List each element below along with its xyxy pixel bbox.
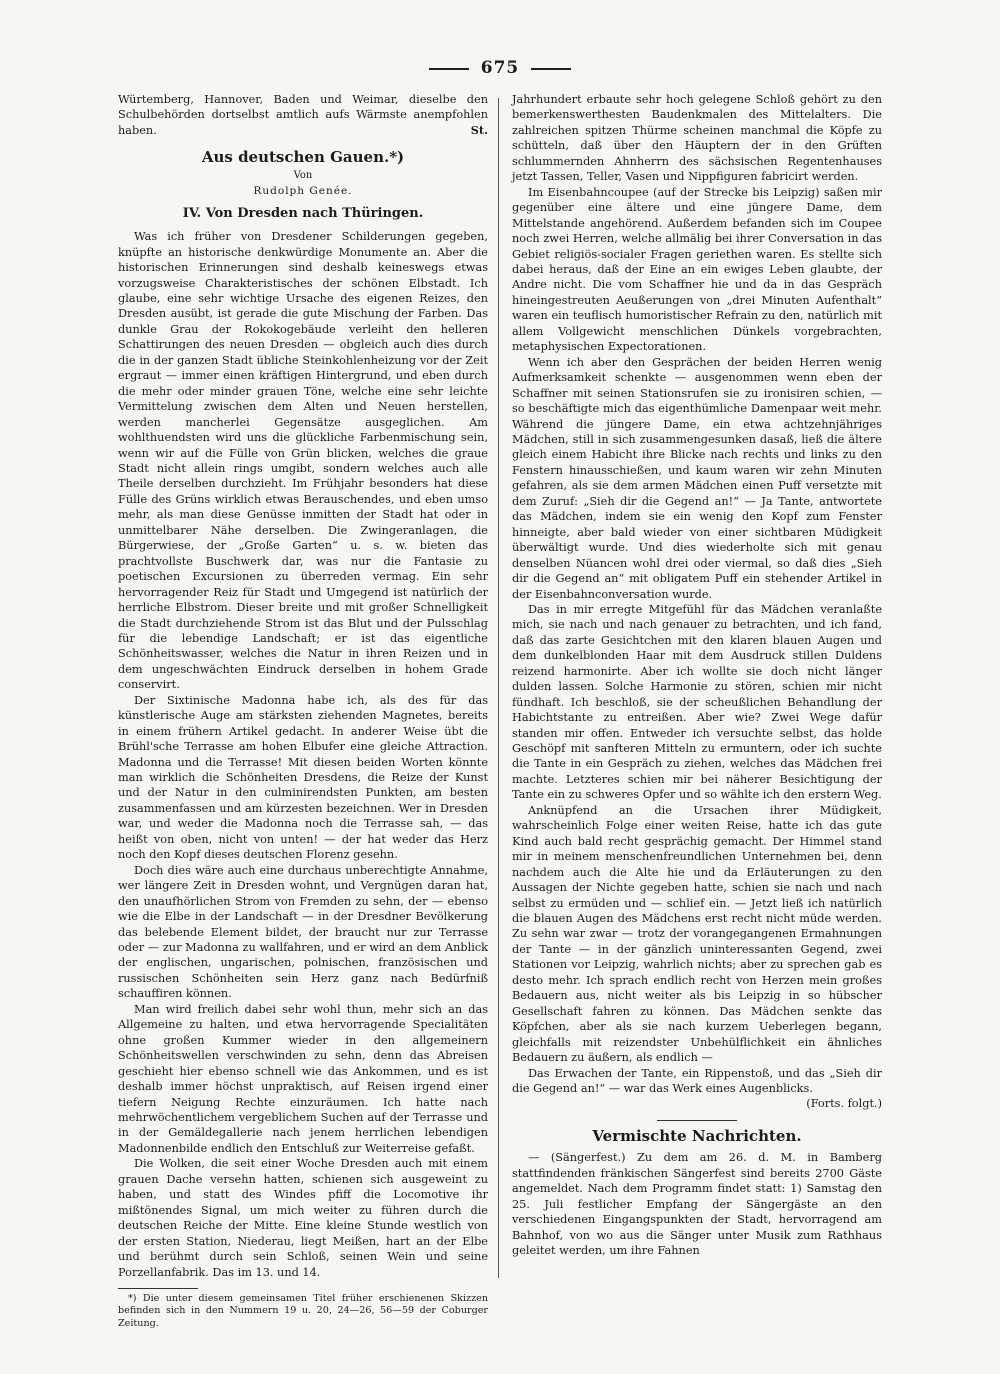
right-column	[512, 92, 882, 1259]
column-rule	[498, 98, 499, 1278]
paragraph: Man wird freilich dabei sehr wohl thun, mehr sich an das Allgemeine zu halten, und etwa hervorragende Specialitäten ohne großen Kummer wieder in den allgemeinern Schönheitswellen verschwinden zu sehn, denn das Abreisen geschieht hier ebenso schnell wie das Ankommen, und es ist deshalb immer höchst unpraktisch, auf Reisen irgend einer tiefern Neigung Rechte einzuräumen. Ich hatte nach mehrwöchentlichem vergeblichem Suchen auf der Terrasse und in der Gemäldegallerie nach jenem herrlichen lebendigen Madonnenbilde endlich den Entschluß zur Weiterreise gefaßt.	[118, 1002, 488, 1155]
intro-paragraph	[118, 92, 488, 138]
continued-note: (Forts. folgt.)	[806, 1097, 882, 1111]
paragraph: Jahrhundert erbaute sehr hoch gelegene Schloß gehört zu den bemerkenswerthesten Baudenkmalen des Mittelalters. Die zahlreichen spitzen Thürme scheinen manchmal die Köpfe zu schütteln, daß über den Häuptern der in den Grüften schlummernden Ahnherrn des sächsischen Regentenhauses jetzt Tassen, Teller, Vasen und Nippfiguren fabricirt werden.	[512, 93, 882, 184]
paragraph: Die Wolken, die seit einer Woche Dresden auch mit einem grauen Dache versehn hatten, schienen sich ausgeweint zu haben, und statt des Windes pfiff die Locomotive ihr mißtönendes Signal, um mich weiter zu führen durch die deutschen Reiche der Mitte. Eine kleine Stunde westlich von der ersten Station, Niederau, liegt Meißen, hart an der Elbe und berühmt durch sein Schloß, seinen Wein und seine Porzellanfabrik. Das im 13. und 14.	[118, 1157, 488, 1279]
paragraph: Wenn ich aber den Gesprächen der beiden Herren wenig Aufmerksamkeit schenkte — ausgenommen wenn eben der Schaffner mit seinen Stationsrufen sie zu ironisiren schien, — so beschäftigte mich das eigenthümliche Damenpaar weit mehr. Während die jüngere Dame, ein etwa achtzehnjähriges Mädchen, still in sich zusammengesunken dasaß, ließ die ältere gleich einem Habicht ihre Blicke nach rechts und links zu den Fenstern hinausschießen, und kaum waren wir zehn Minuten gefahren, als sie dem armen Mädchen einen Puff versetzte mit dem Zuruf: „Sieh dir die Gegend an!“ — Ja Tante, antwortete das Mädchen, indem sie ein wenig den Kopf zum Fenster hinneigte, aber bald wieder von einer sichtbaren Müdigkeit überwältigt wurde. Und dies wiederholte sich mit genau denselben Nüancen wohl drei oder viermal, so daß dies „Sieh dir die Gegend an“ mit obligatem Puff ein stehender Artikel in der Eisenbahnconversation wurde.	[512, 355, 882, 601]
byline-author: Rudolph Genée.	[253, 185, 353, 198]
paragraph: Doch dies wäre auch eine durchaus unberechtigte Annahme, wer längere Zeit in Dresden wohnt, und Vergnügen daran hat, den unaufhörlichen Strom von Fremden zu sehn, der — ebenso wie die Elbe in der Landschaft — in der Dresdner Bevölkerung das belebende Element bildet, der braucht nur zur Terrasse oder — zur Madonna zu wallfahren, und er wird an dem Anblick der englischen, ungarischen, polnischen, französischen und russischen Schönheiten sein Herz ganz nach Bedürfniß schauffiren können.	[118, 863, 488, 1001]
left-column	[118, 92, 488, 1330]
footnote: *) Die unter diesem gemeinsamen Titel früher erschienenen Skizzen befinden sich in den Nummern 19 u. 20, 24—26, 56—59 der Coburger Zeitung.	[118, 1292, 488, 1329]
article-title: Aus deutschen Gauen.*)	[201, 148, 405, 167]
news-paragraph: — (Sängerfest.) Zu dem am 26. d. M. in Bamberg stattfindenden fränkischen Sängerfest sind bereits 2700 Gäste angemeldet. Nach dem Programm findet statt: 1) Samstag den 25. Juli festlicher Empfang der Sängergäste an den verschiedenen Eingangspunkten der Stadt, hervorragend am Bahnhof, von wo aus die Sänger unter Musik zum Rathhaus geleitet werden, um ihre Fahnen	[512, 1151, 882, 1258]
intro-signature: St.	[470, 122, 488, 137]
footnote-divider	[118, 1288, 198, 1289]
paragraph: Anknüpfend an die Ursachen ihrer Müdigkeit, wahrscheinlich Folge einer weiten Reise, hatte ich das gute Kind auch bald recht gesprächig gemacht. Der Himmel stand mir in meinem menschenfreundlichen Unternehmen bei, denn nachdem auch die Alte hie und da Erläuterungen zu den Aussagen der Nichte gegeben hatte, schien sie nach und nach selbst zu ermüden und — schlief ein. — Jetzt ließ ich natürlich die blauen Augen des Mädchens erst recht nicht müde werden. Zu sehn war zwar — trotz der vorangegangenen Ermahnungen der Tante — in der gänzlich uninteressanten Gegend, zwei Stationen vor Leipzig, wahrlich nichts; aber zu sprechen gab es desto mehr. Ich sprach endlich recht von Herzen mein großes Bedauern aus, nicht weiter als bis Leipzig in so hübscher Gesellschaft fahren zu können. Das Mädchen senkte das Köpfchen, aber als sie nach kurzem Ueberlegen begann, gleichfalls mit reizendster Unbehülflichkeit ein ähnliches Bedauern zu äußern, als endlich —	[512, 803, 882, 1065]
paragraph: Das Erwachen der Tante, ein Rippenstoß, und das „Sieh dir die Gegend an!“ — war das Werk eines Augenblicks.	[512, 1066, 882, 1095]
page-number: 675	[0, 58, 1000, 78]
intro-text: Würtemberg, Hannover, Baden und Weimar, dieselbe den Schulbehörden dortselbst amtlich aufs Wärmste anempfohlen haben.	[118, 93, 488, 137]
paragraph: Im Eisenbahncoupee (auf der Strecke bis Leipzig) saßen mir gegenüber eine ältere und eine jüngere Dame, dem Mittelstande angehörend. Außerdem befanden sich im Coupee noch zwei Herren, welche allmälig bei ihrer Conversation in das Gebiet religiös-socialer Fragen geriethen waren. Es stellte sich dabei heraus, daß der Eine an ein ewiges Leben glaubte, der Andre nicht. Die vom Schaffner hie und da in das Gespräch hineingestreuten Aeußerungen von „drei Minuten Aufenthalt“ waren ein teuflisch humoristischer Refrain zu den, natürlich mit allem Vollgewicht menschlichen Dünkels vorgebrachten, metaphysischen Expectorationen.	[512, 185, 882, 354]
news-title: Vermischte Nachrichten.	[592, 1126, 802, 1145]
section-title: IV. Von Dresden nach Thüringen.	[182, 205, 424, 221]
paragraph: Was ich früher von Dresdener Schilderungen gegeben, knüpfte an historische denkwürdige Monumente an. Aber die historischen Erinnerungen sind deshalb keineswegs etwas vorzugsweise Charakteristisches der schönen Elbstadt. Ich glaube, eine sehr wichtige Ursache des eigenen Reizes, den Dresden ausübt, ist gerade die gute Mischung der Farben. Das dunkle Grau der Rokokogebäude verleiht den helleren Schattirungen des neuen Dresden — obgleich auch dies durch die in der ganzen Stadt übliche Steinkohlenheizung vor der Zeit ergraut — immer einen kräftigen Hintergrund, und eben durch die mehr oder minder grauen Töne, welche eine sehr leichte Vermittelung zwischen dem Alten und Neuen herstellen, werden mancherlei Gegensätze ausgeglichen. Am wohlthuendsten wird uns die glückliche Farbenmischung sein, wenn wir auf die Fülle von Grün blicken, welches die graue Stadt nicht allein rings umgibt, sondern welches auch alle Theile derselben durchzieht. Im Frühjahr besonders hat diese Fülle des Grüns wirklich etwas Berauschendes, und eben umso mehr, als man diese Genüsse inmitten der Stadt hat oder in unmittelbarer Nähe derselben. Die Zwingeranlagen, die Bürgerwiese, der „Große Garten“ u. s. w. bieten das prachtvollste Buschwerk dar, was nur die Fantasie zu poetischen Excursionen zu überreden vermag. Ein sehr hervorragender Reiz für Stadt und Umgegend ist natürlich der herrliche Elbstrom. Dieser breite und mit großer Schnelligkeit die Stadt durchziehende Strom ist das Blut und der Pulsschlag für die lebendige Landschaft; er ist das eigentliche Schönheitswasser, welches die Natur in ihren Reizen und in dem ungeschwächten Eindruck derselben in hohem Grade conservirt.	[118, 230, 488, 692]
paragraph: Der Sixtinische Madonna habe ich, als des für das künstlerische Auge am stärksten ziehenden Magnetes, bereits in einem frühern Artikel gedacht. In anderer Weise übt die Brühl'sche Terrasse am hohen Elbufer eine gleiche Attraction. Madonna und die Terrasse! Mit diesen beiden Worten könnte man wirklich die Schönheiten Dresdens, die Reize der Kunst und der Natur in den culminirendsten Punkten, am besten zusammenfassen und am kürzesten bezeichnen. Wer in Dresden war, und weder die Madonna noch die Terrasse sah, — das heißt von oben, nicht von unten! — der hat weder das Herz noch den Kopf dieses deutschen Florenz gesehn.	[118, 693, 488, 862]
section-divider	[657, 1120, 737, 1121]
byline-von: Von	[293, 169, 313, 181]
paragraph: Das in mir erregte Mitgefühl für das Mädchen veranlaßte mich, sie nach und nach genauer zu betrachten, und ich fand, daß das zarte Gesichtchen mit den klaren blauen Augen und dem dunkelblonden Haar mit dem Ausdruck stillen Duldens reizend harmonirte. Aber ich wollte sie doch nicht länger dulden lassen. Solche Harmonie zu stören, schien mir nicht fündhaft. Ich beschloß, sie der scheußlichen Behandlung der Habichtstante zu entreißen. Aber wie? Zwei Wege dafür standen mir offen. Entweder ich versuchte selbst, das holde Geschöpf mit sanfteren Mitteln zu ermuntern, oder ich suchte die Tante in ein Gespräch zu ziehen, welches das Mädchen frei machte. Letzteres schien mir bei näherer Besichtigung der Tante ein zu schweres Opfer und so wählte ich den erstern Weg.	[512, 602, 882, 802]
